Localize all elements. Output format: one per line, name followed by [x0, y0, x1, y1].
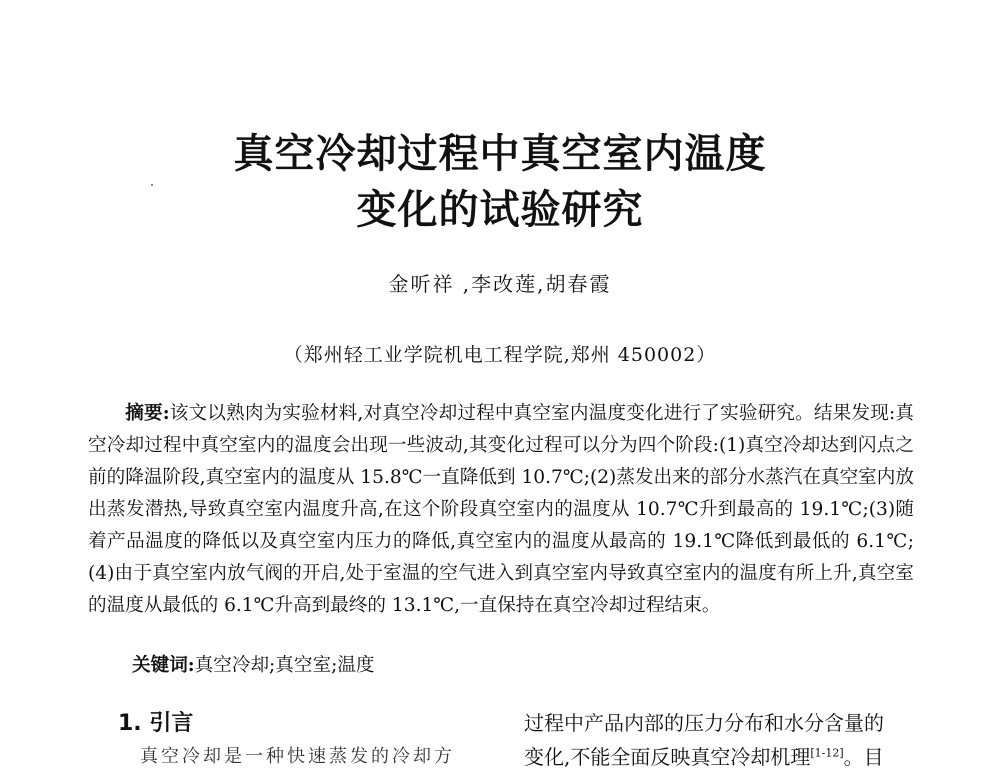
right-line-2-text: 变化,不能全面反映真空冷却机理	[524, 745, 811, 769]
authors: 金听祥 ,李改莲,胡春霞	[388, 272, 612, 296]
right-column-text	[524, 706, 924, 774]
paper-title-line-2: 变化的试验研究	[356, 186, 644, 233]
section-heading: 1. 引言	[118, 711, 194, 736]
keywords-text: 真空冷却;真空室;温度	[194, 655, 375, 676]
abstract-label: 摘要:	[125, 403, 170, 424]
abstract	[88, 398, 914, 622]
citation: [1-12]	[810, 746, 844, 760]
abstract-text: 该文以熟肉为实验材料,对真空冷却过程中真空室内温度变化进行了实验研究。结果发现:真空冷却过程中真空室内的温度会出现一些波动,其变化过程可以分为四个阶段:(1)真空冷却达到闪点之前的降温阶段,真空室内的温度从 15.8℃一直降低到 10.7℃;(2)蒸发出来的部分水蒸汽在真空室内放出蒸发潜热,导致真空室内温度升高,在这个阶段真空室内的温度从 10.7℃升到最高的 19.1℃;(3)随着产品温度的降低以及真空室内压力的降低,真空室内的温度从最高的 19.1℃降低到最低的 6.1℃;(4)由于真空室内放气阀的开启,处于室温的空气进入到真空室内导致真空室内的温度有所上升,真空室的温度从最低的 6.1℃升高到最终的 13.1℃,一直保持在真空冷却过程结束。	[88, 403, 914, 616]
right-line-2-tail: 。目	[843, 745, 884, 769]
keywords	[132, 652, 375, 680]
left-column-text: 真空冷却是一种快速蒸发的冷却方	[140, 746, 455, 767]
right-column-line-2	[524, 740, 924, 774]
right-column-line-1: 过程中产品内部的压力分布和水分含量的	[524, 711, 884, 735]
keywords-label: 关键词:	[132, 655, 195, 676]
paper-title-line-1: 真空冷却过程中真空室内温度	[233, 130, 767, 177]
affiliation: （郑州轻工业学院机电工程学院,郑州 450002）	[283, 344, 717, 366]
